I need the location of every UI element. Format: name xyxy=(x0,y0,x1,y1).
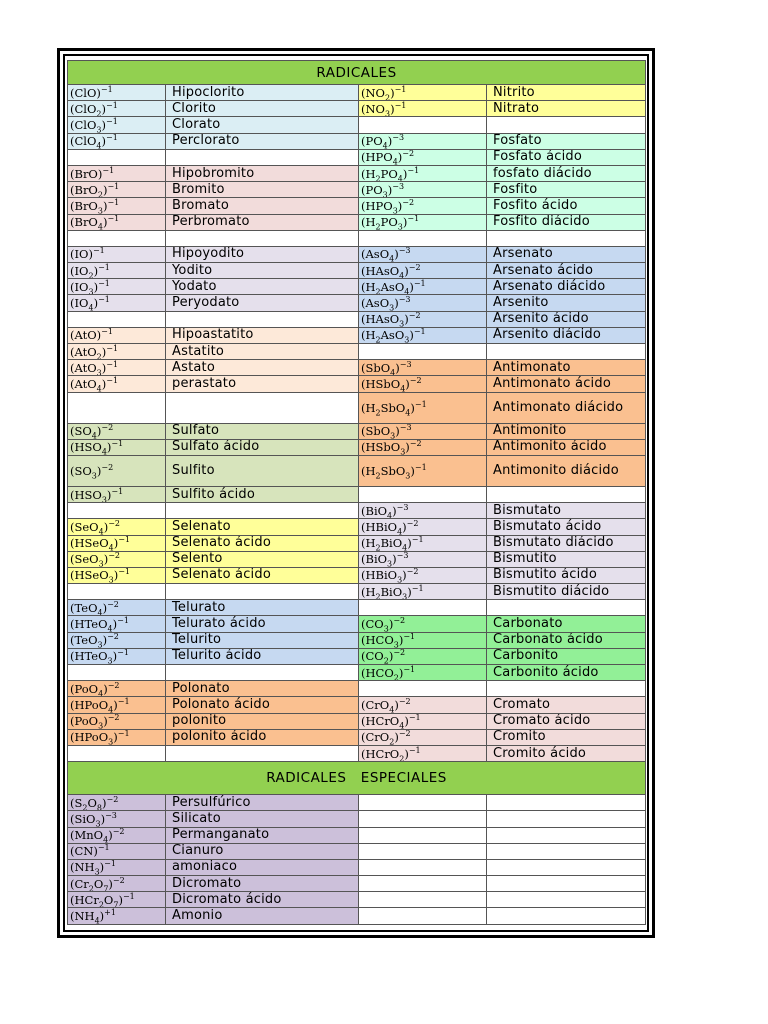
formula-cell xyxy=(68,230,166,246)
table-row xyxy=(68,85,646,101)
empty-cell xyxy=(359,843,487,859)
formula-cell: (HSbO$_4$)$^{-2}$ xyxy=(359,376,487,392)
name-cell: Sulfato xyxy=(166,423,359,439)
table-row xyxy=(68,551,646,567)
table-row xyxy=(68,908,646,924)
name-cell xyxy=(166,392,359,423)
name-cell: Cromito xyxy=(487,729,646,745)
formula-cell: $(S_2O_8)^{-2}$ xyxy=(68,795,166,811)
table-row xyxy=(68,665,646,681)
name-cell: Cromato xyxy=(487,697,646,713)
table-row xyxy=(68,600,646,616)
table-row xyxy=(68,117,646,133)
name-cell: Antimonito diácido xyxy=(487,455,646,486)
formula-cell: $(AsO_4)^{-3}$ xyxy=(359,246,487,262)
formula-cell: (HCrO$_4$)$^{-1}$ xyxy=(359,713,487,729)
name-cell: Peryodato xyxy=(166,295,359,311)
formula-cell: (HTeO$_3$)$^{-1}$ xyxy=(68,648,166,664)
name-cell: Dicromato ácido xyxy=(166,892,359,908)
formula-cell: $(TeO_4)^{-2}$ xyxy=(68,600,166,616)
empty-cell xyxy=(359,908,487,924)
empty-cell xyxy=(359,859,487,875)
table-row xyxy=(68,648,646,664)
formula-cell: $(BrO_2)^{-1}$ xyxy=(68,182,166,198)
formula-cell: $(HSO_4)^{-1}$ xyxy=(68,439,166,455)
formula-cell: (HSbO$_3$)$^{-2}$ xyxy=(359,439,487,455)
table-row xyxy=(68,632,646,648)
special-title-row xyxy=(68,762,646,795)
formula-cell: (CN)$^{-1}$ xyxy=(68,843,166,859)
formula-cell: $(IO_2)^{-1}$ xyxy=(68,263,166,279)
name-cell: Dicromato xyxy=(166,876,359,892)
table-row xyxy=(68,486,646,502)
formula-cell: $(H_2AsO_4)^{-1}$ xyxy=(359,279,487,295)
formula-cell: $(SO_3)^{-2}$ xyxy=(68,455,166,486)
table-row xyxy=(68,165,646,181)
name-cell: Hipoastatito xyxy=(166,327,359,343)
name-cell xyxy=(166,745,359,761)
formula-cell: $(HPO_4)^{-2}$ xyxy=(359,149,487,165)
formula-cell: $(IO_3)^{-1}$ xyxy=(68,279,166,295)
table-row xyxy=(68,567,646,583)
special-title: RADICALES ESPECIALES xyxy=(68,762,646,795)
name-cell: Hipobromito xyxy=(166,165,359,181)
formula-cell: $(PO_4)^{-3}$ xyxy=(359,133,487,149)
formula-cell: $(SO_4)^{-2}$ xyxy=(68,423,166,439)
empty-cell xyxy=(359,795,487,811)
formula-cell: $(SiO_3)^{-3}$ xyxy=(68,811,166,827)
name-cell: Fosfato xyxy=(487,133,646,149)
table-row xyxy=(68,616,646,632)
name-cell: Bismutito xyxy=(487,551,646,567)
table-title-row xyxy=(68,61,646,85)
formula-cell: $(H_2SbO_3)^{-1}$ xyxy=(359,455,487,486)
name-cell: Bromato xyxy=(166,198,359,214)
formula-cell xyxy=(68,584,166,600)
name-cell: Bromito xyxy=(166,182,359,198)
formula-cell: $(BiO_3)^{-3}$ xyxy=(359,551,487,567)
empty-cell xyxy=(359,827,487,843)
formula-cell: $(PoO_4)^{-2}$ xyxy=(68,681,166,697)
empty-cell xyxy=(487,859,646,875)
name-cell: Hipoclorito xyxy=(166,85,359,101)
formula-cell xyxy=(359,486,487,502)
table-row xyxy=(68,246,646,262)
name-cell: Arsenato ácido xyxy=(487,263,646,279)
empty-cell xyxy=(487,827,646,843)
name-cell: Fosfito diácido xyxy=(487,214,646,230)
name-cell: polonito ácido xyxy=(166,729,359,745)
name-cell: Selento xyxy=(166,551,359,567)
name-cell: Arsenato diácido xyxy=(487,279,646,295)
name-cell: Carbonito xyxy=(487,648,646,664)
formula-cell xyxy=(359,681,487,697)
table-row xyxy=(68,295,646,311)
formula-cell: $(NO_3)^{-1}$ xyxy=(359,101,487,117)
formula-cell xyxy=(68,745,166,761)
name-cell xyxy=(166,584,359,600)
name-cell: Antimonito ácido xyxy=(487,439,646,455)
name-cell: Telurito ácido xyxy=(166,648,359,664)
formula-cell: $(ClO_2)^{-1}$ xyxy=(68,101,166,117)
formula-cell: (AtO)$^{-1}$ xyxy=(68,327,166,343)
name-cell: Telurato xyxy=(166,600,359,616)
name-cell: Nitrito xyxy=(487,85,646,101)
formula-cell: $(MnO_4)^{-2}$ xyxy=(68,827,166,843)
name-cell: perastato xyxy=(166,376,359,392)
name-cell: Antimonato ácido xyxy=(487,376,646,392)
table-row xyxy=(68,149,646,165)
formula-cell: (HAsO$_3$)$^{-2}$ xyxy=(359,311,487,327)
name-cell: Carbonato xyxy=(487,616,646,632)
name-cell: Fosfito xyxy=(487,182,646,198)
formula-cell: (HPoO$_4$)$^{-1}$ xyxy=(68,697,166,713)
name-cell: Cromato ácido xyxy=(487,713,646,729)
formula-cell: $(CO_2)^{-2}$ xyxy=(359,648,487,664)
table-row xyxy=(68,584,646,600)
table-row xyxy=(68,811,646,827)
empty-cell xyxy=(487,811,646,827)
formula-cell: $(AsO_3)^{-3}$ xyxy=(359,295,487,311)
name-cell: Antimonito xyxy=(487,423,646,439)
table-row xyxy=(68,198,646,214)
table-row xyxy=(68,101,646,117)
name-cell: polonito xyxy=(166,713,359,729)
table-row xyxy=(68,263,646,279)
name-cell: Arsenito diácido xyxy=(487,327,646,343)
formula-cell xyxy=(68,311,166,327)
table-row xyxy=(68,327,646,343)
table-row xyxy=(68,859,646,875)
formula-cell: (HSeO$_3$)$^{-1}$ xyxy=(68,567,166,583)
table-row xyxy=(68,681,646,697)
formula-cell: $(HCr_2O_7)^{-1}$ xyxy=(68,892,166,908)
formula-cell: $(PoO_3)^{-2}$ xyxy=(68,713,166,729)
formula-cell: $(CrO_2)^{-2}$ xyxy=(359,729,487,745)
formula-cell: $(CrO_4)^{-2}$ xyxy=(359,697,487,713)
name-cell xyxy=(166,311,359,327)
name-cell xyxy=(166,149,359,165)
formula-cell: $(H_2BiO_3)^{-1}$ xyxy=(359,584,487,600)
name-cell: Selenato ácido xyxy=(166,535,359,551)
formula-cell: (HCrO$_2$)$^{-1}$ xyxy=(359,745,487,761)
empty-cell xyxy=(487,843,646,859)
formula-cell: $(HCO_2)^{-1}$ xyxy=(359,665,487,681)
name-cell: Carbonato ácido xyxy=(487,632,646,648)
name-cell: Bismutato xyxy=(487,503,646,519)
formula-cell: (HBiO$_4$)$^{-2}$ xyxy=(359,519,487,535)
name-cell: Amonio xyxy=(166,908,359,924)
formula-cell xyxy=(68,392,166,423)
formula-cell: $(AtO_3)^{-1}$ xyxy=(68,360,166,376)
formula-cell: (HBiO$_3$)$^{-2}$ xyxy=(359,567,487,583)
table-row xyxy=(68,713,646,729)
table-row xyxy=(68,745,646,761)
name-cell: Antimonato diácido xyxy=(487,392,646,423)
name-cell xyxy=(166,503,359,519)
table-row xyxy=(68,360,646,376)
table-row xyxy=(68,214,646,230)
name-cell: Astato xyxy=(166,360,359,376)
formula-cell: $(SeO_3)^{-2}$ xyxy=(68,551,166,567)
name-cell xyxy=(487,600,646,616)
formula-cell: $(BrO_4)^{-1}$ xyxy=(68,214,166,230)
name-cell: Cromito ácido xyxy=(487,745,646,761)
empty-cell xyxy=(487,892,646,908)
formula-cell: $(HCO_3)^{-1}$ xyxy=(359,632,487,648)
table-row xyxy=(68,535,646,551)
table-row xyxy=(68,697,646,713)
formula-cell: (IO)$^{-1}$ xyxy=(68,246,166,262)
name-cell xyxy=(487,230,646,246)
name-cell: Bismutato diácido xyxy=(487,535,646,551)
formula-cell: $(H_2AsO_3)^{-1}$ xyxy=(359,327,487,343)
empty-cell xyxy=(359,811,487,827)
name-cell: Nitrato xyxy=(487,101,646,117)
name-cell: Sulfito xyxy=(166,455,359,486)
table-row xyxy=(68,795,646,811)
formula-cell: (ClO)$^{-1}$ xyxy=(68,85,166,101)
table-row xyxy=(68,182,646,198)
name-cell: Polonato xyxy=(166,681,359,697)
name-cell: Telurato ácido xyxy=(166,616,359,632)
name-cell: Bismutato ácido xyxy=(487,519,646,535)
formula-cell: $(TeO_3)^{-2}$ xyxy=(68,632,166,648)
name-cell: Persulfúrico xyxy=(166,795,359,811)
table-row xyxy=(68,843,646,859)
name-cell: Selenato ácido xyxy=(166,567,359,583)
formula-cell: $(IO_4)^{-1}$ xyxy=(68,295,166,311)
table-row xyxy=(68,827,646,843)
name-cell: Bismutito ácido xyxy=(487,567,646,583)
name-cell: Perclorato xyxy=(166,133,359,149)
table-row xyxy=(68,344,646,360)
empty-cell xyxy=(487,908,646,924)
table-row xyxy=(68,133,646,149)
name-cell: Cianuro xyxy=(166,843,359,859)
formula-cell xyxy=(68,149,166,165)
name-cell: Fosfito ácido xyxy=(487,198,646,214)
name-cell: Fosfato ácido xyxy=(487,149,646,165)
empty-cell xyxy=(487,795,646,811)
table-title: RADICALES xyxy=(68,61,646,85)
name-cell xyxy=(487,681,646,697)
formula-cell: $(BiO_4)^{-3}$ xyxy=(359,503,487,519)
formula-cell: $(BrO_3)^{-1}$ xyxy=(68,198,166,214)
name-cell: Yodito xyxy=(166,263,359,279)
formula-cell: $(CO_3)^{-2}$ xyxy=(359,616,487,632)
formula-cell: $(H_2PO_3)^{-1}$ xyxy=(359,214,487,230)
formula-cell: $(H_2SbO_4)^{-1}$ xyxy=(359,392,487,423)
empty-cell xyxy=(487,876,646,892)
radicales-table-body xyxy=(68,61,646,925)
formula-cell xyxy=(68,665,166,681)
name-cell: Arsenito ácido xyxy=(487,311,646,327)
formula-cell xyxy=(359,117,487,133)
formula-cell: $(ClO_3)^{-1}$ xyxy=(68,117,166,133)
name-cell: Telurito xyxy=(166,632,359,648)
formula-cell: $(AtO_2)^{-1}$ xyxy=(68,344,166,360)
name-cell: Hipoyodito xyxy=(166,246,359,262)
name-cell: Antimonato xyxy=(487,360,646,376)
formula-cell: $(H_2PO_4)^{-1}$ xyxy=(359,165,487,181)
table-row xyxy=(68,230,646,246)
name-cell: Polonato ácido xyxy=(166,697,359,713)
table-row xyxy=(68,279,646,295)
formula-cell: $(AtO_4)^{-1}$ xyxy=(68,376,166,392)
formula-cell: $(NH_4)^{+1}$ xyxy=(68,908,166,924)
name-cell xyxy=(487,344,646,360)
table-row xyxy=(68,729,646,745)
name-cell: amoniaco xyxy=(166,859,359,875)
name-cell: fosfato diácido xyxy=(487,165,646,181)
table-row xyxy=(68,503,646,519)
formula-cell: (BrO)$^{-1}$ xyxy=(68,165,166,181)
formula-cell xyxy=(359,344,487,360)
table-row xyxy=(68,392,646,423)
name-cell xyxy=(487,117,646,133)
name-cell: Silicato xyxy=(166,811,359,827)
formula-cell: $(SbO_3)^{-3}$ xyxy=(359,423,487,439)
table-row xyxy=(68,892,646,908)
formula-cell: $(SbO_4)^{-3}$ xyxy=(359,360,487,376)
name-cell: Clorito xyxy=(166,101,359,117)
name-cell xyxy=(166,230,359,246)
formula-cell: (HPoO$_3$)$^{-1}$ xyxy=(68,729,166,745)
name-cell: Bismutito diácido xyxy=(487,584,646,600)
empty-cell xyxy=(359,876,487,892)
name-cell: Sulfato ácido xyxy=(166,439,359,455)
radicales-table xyxy=(67,60,646,925)
table-row xyxy=(68,376,646,392)
table-row xyxy=(68,423,646,439)
formula-cell: $(NH_3)^{-1}$ xyxy=(68,859,166,875)
formula-cell: $(H_2BiO_4)^{-1}$ xyxy=(359,535,487,551)
table-row xyxy=(68,455,646,486)
table-row xyxy=(68,439,646,455)
table-row xyxy=(68,876,646,892)
name-cell: Selenato xyxy=(166,519,359,535)
formula-cell: $(Cr_2O_7)^{-2}$ xyxy=(68,876,166,892)
formula-cell: $(HPO_3)^{-2}$ xyxy=(359,198,487,214)
name-cell: Arsenato xyxy=(487,246,646,262)
name-cell: Sulfito ácido xyxy=(166,486,359,502)
name-cell: Astatito xyxy=(166,344,359,360)
formula-cell: $(ClO_4)^{-1}$ xyxy=(68,133,166,149)
formula-cell: $(NO_2)^{-1}$ xyxy=(359,85,487,101)
formula-cell: (HTeO$_4$)$^{-1}$ xyxy=(68,616,166,632)
empty-cell xyxy=(359,892,487,908)
table-row xyxy=(68,519,646,535)
formula-cell: $(SeO_4)^{-2}$ xyxy=(68,519,166,535)
formula-cell xyxy=(359,230,487,246)
name-cell xyxy=(487,486,646,502)
formula-cell xyxy=(359,600,487,616)
formula-cell: (HAsO$_4$)$^{-2}$ xyxy=(359,263,487,279)
name-cell: Carbonito ácido xyxy=(487,665,646,681)
formula-cell xyxy=(68,503,166,519)
name-cell: Perbromato xyxy=(166,214,359,230)
formula-cell: (HSeO$_4$)$^{-1}$ xyxy=(68,535,166,551)
table-row xyxy=(68,311,646,327)
name-cell: Permanganato xyxy=(166,827,359,843)
name-cell: Arsenito xyxy=(487,295,646,311)
name-cell: Yodato xyxy=(166,279,359,295)
formula-cell: $(PO_3)^{-3}$ xyxy=(359,182,487,198)
formula-cell: $(HSO_3)^{-1}$ xyxy=(68,486,166,502)
name-cell xyxy=(166,665,359,681)
name-cell: Clorato xyxy=(166,117,359,133)
